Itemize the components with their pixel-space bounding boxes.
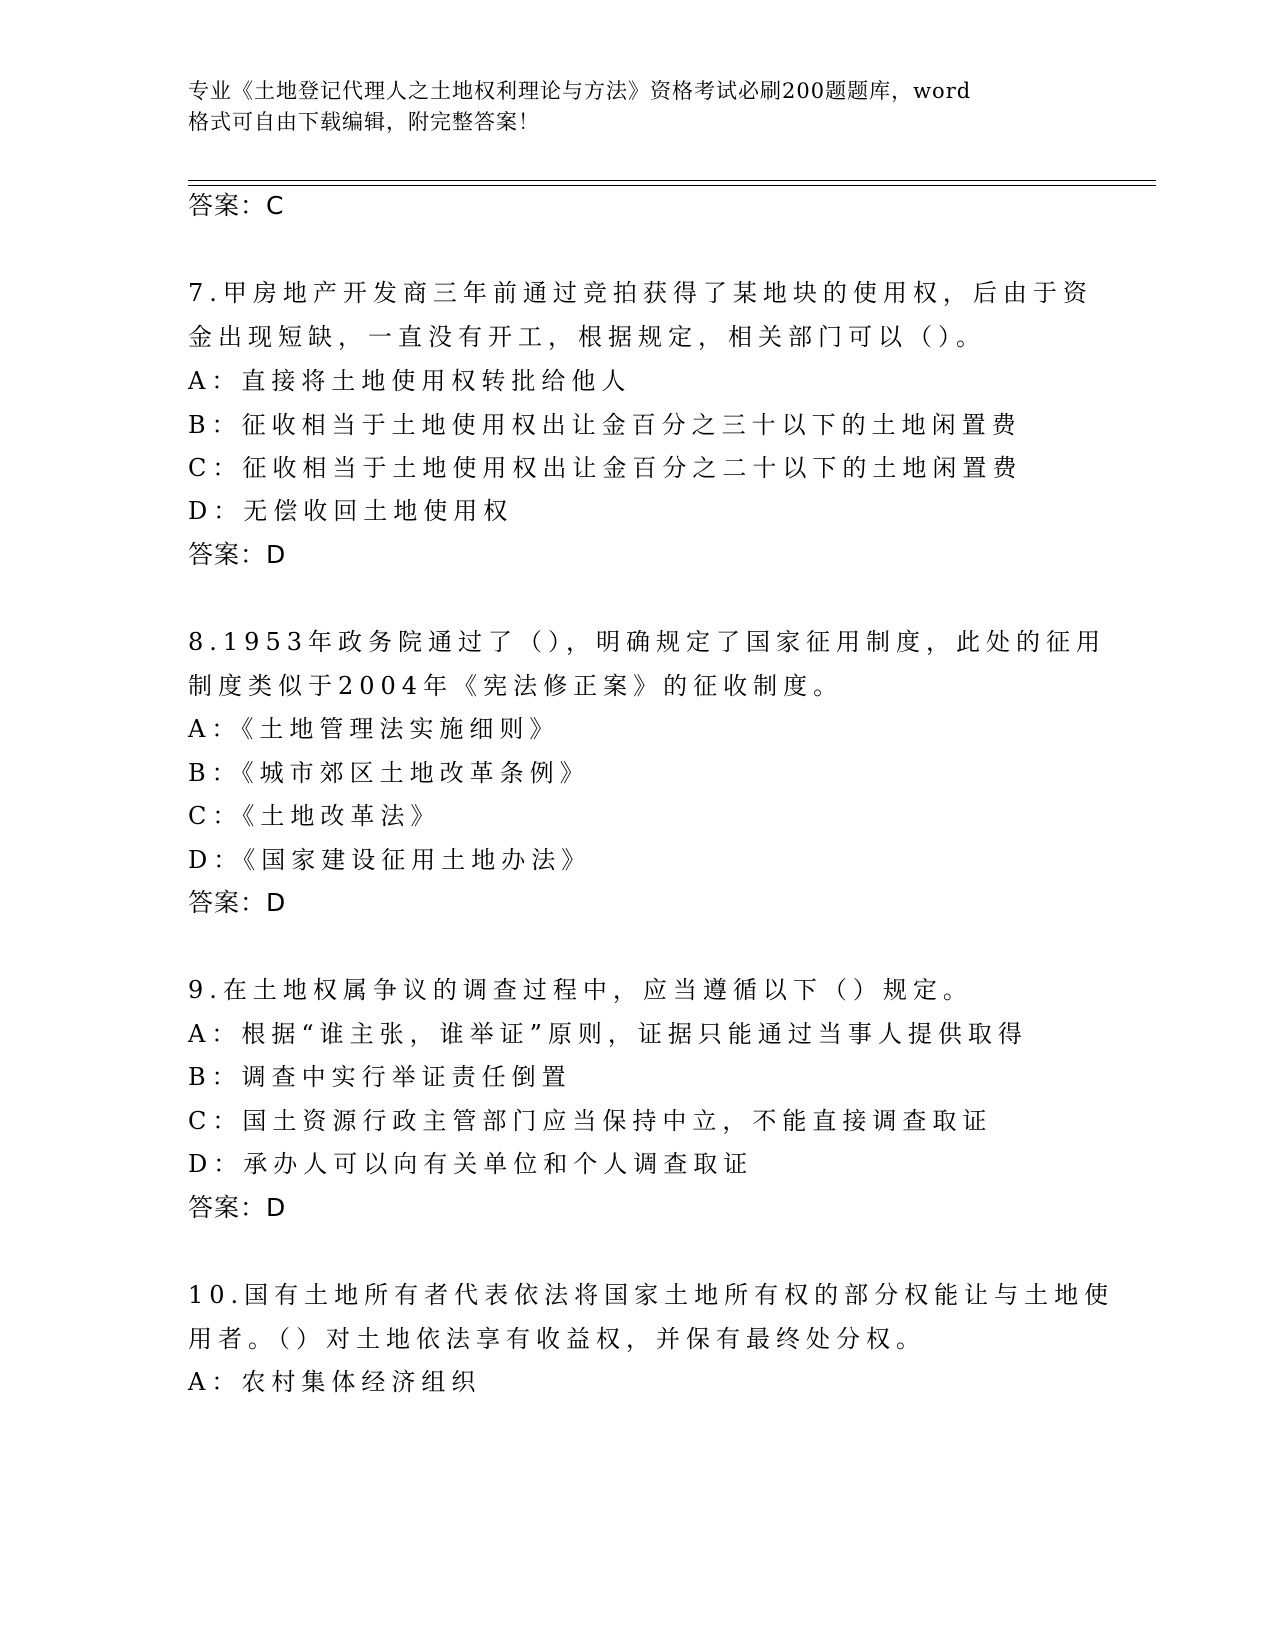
question-stem-line: 金出现短缺，一直没有开工，根据规定，相关部门可以（）。 — [188, 323, 986, 351]
option-a: A：直接将土地使用权转批给他人 — [188, 367, 632, 395]
option-b: B：《城市郊区土地改革条例》 — [188, 759, 590, 787]
option-b: B：征收相当于土地使用权出让金百分之三十以下的土地闲置费 — [188, 411, 1022, 439]
option-c: C：《土地改革法》 — [188, 802, 441, 830]
option-d: D：《国家建设征用土地办法》 — [188, 846, 592, 874]
option-a: A：《土地管理法实施细则》 — [188, 715, 560, 743]
option-d: D：承办人可以向有关单位和个人调查取证 — [188, 1150, 754, 1178]
question-stem-line: 8.1953年政务院通过了（），明确规定了国家征用制度，此处的征用 — [188, 628, 1106, 656]
option-a: A：农村集体经济组织 — [188, 1368, 482, 1396]
question-stem-line: 制度类似于2004年《宪法修正案》的征收制度。 — [188, 672, 844, 700]
answer-line: 答案：C — [188, 191, 285, 220]
header-line-2: 格式可自由下载编辑，附完整答案！ — [188, 110, 540, 134]
question-stem-line: 9.在土地权属争议的调查过程中，应当遵循以下（）规定。 — [188, 976, 973, 1004]
option-c: C：征收相当于土地使用权出让金百分之二十以下的土地闲置费 — [188, 454, 1023, 482]
answer-line: 答案：D — [188, 1193, 287, 1222]
answer-line: 答案：D — [188, 888, 287, 917]
option-d: D：无偿收回土地使用权 — [188, 497, 514, 525]
option-c: C：国土资源行政主管部门应当保持中立，不能直接调查取证 — [188, 1107, 993, 1135]
question-stem-line: 用者。（）对土地依法享有收益权，并保有最终处分权。 — [188, 1325, 926, 1353]
header-line-1: 专业《土地登记代理人之土地权利理论与方法》资格考试必刷200题题库，word — [188, 79, 972, 103]
answer-line: 答案：D — [188, 540, 287, 569]
document-header — [188, 76, 1068, 138]
question-stem-line: 7.甲房地产开发商三年前通过竞拍获得了某地块的使用权，后由于资 — [188, 279, 1093, 307]
option-a: A：根据“谁主张，谁举证”原则，证据只能通过当事人提供取得 — [188, 1020, 1028, 1048]
header-rule-bottom — [188, 185, 1156, 186]
question-stem-line: 10.国有土地所有者代表依法将国家土地所有权的部分权能让与土地使 — [188, 1281, 1115, 1309]
header-rule-top — [188, 180, 1156, 181]
option-b: B：调查中实行举证责任倒置 — [188, 1063, 572, 1091]
